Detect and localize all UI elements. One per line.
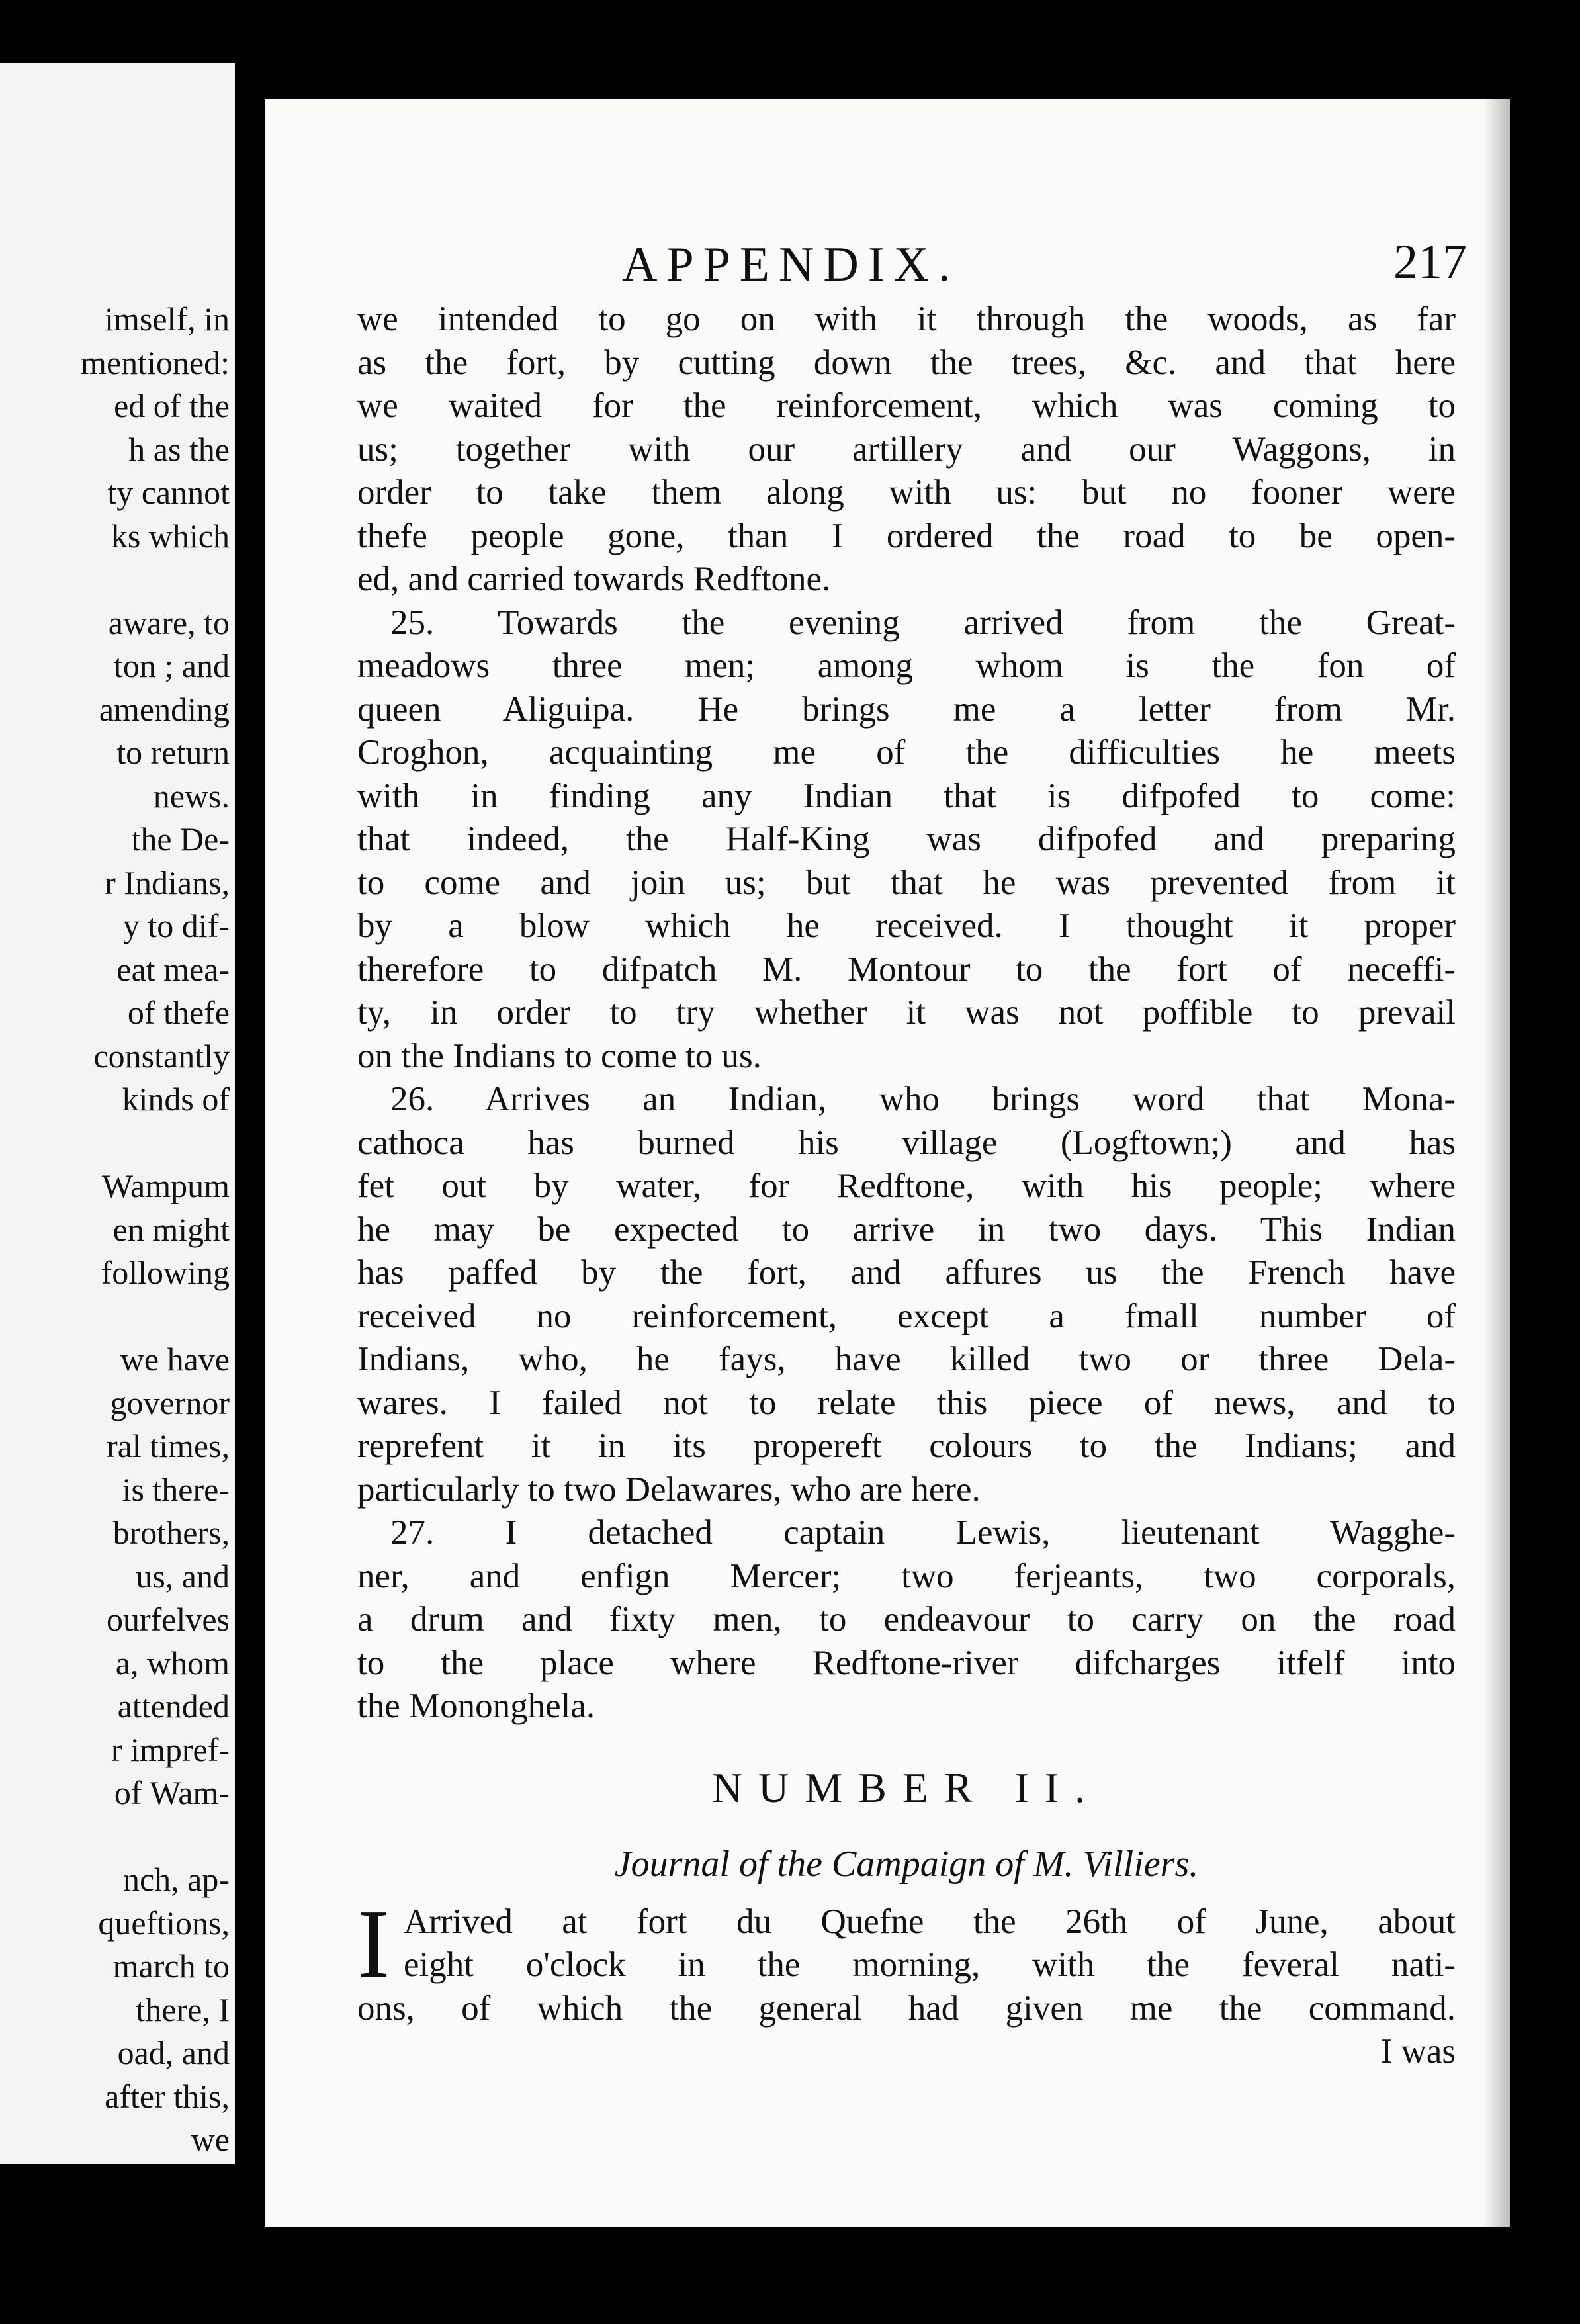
left-page-line: h as the — [128, 430, 230, 468]
text-line: cathoca has burned his village (Logftown;) and has — [357, 1123, 1456, 1162]
text-line: ed, and carried towards Redftone. — [357, 560, 831, 598]
left-page-line: is there- — [122, 1470, 230, 1508]
text-line: with in finding any Indian that is difpofed to come: — [357, 776, 1456, 815]
text-line: ner, and enfign Mercer; two ferjeants, two corporals, — [357, 1556, 1456, 1595]
text-line: eight o'clock in the morning, with the feveral nati- — [404, 1945, 1456, 1984]
text-line: particularly to two Delawares, who are here. — [357, 1470, 981, 1509]
text-line: ons, of which the general had given me the command. — [357, 1989, 1456, 2028]
catchword: I was — [1380, 2032, 1456, 2071]
left-page-line: brothers, — [112, 1514, 230, 1551]
left-page-line: y to dif- — [122, 907, 230, 944]
left-page-line: the De- — [131, 821, 230, 858]
text-line: fet out by water, for Redftone, with his people; where — [357, 1167, 1456, 1205]
entry-27 — [357, 1511, 1456, 1728]
left-page-line: a, whom — [115, 1644, 230, 1681]
left-page-line: of Wam- — [114, 1774, 230, 1811]
entry-26 — [357, 1078, 1456, 1511]
text-line: he may be expected to arrive in two days. This Indian — [357, 1210, 1456, 1249]
left-page-line: us, and — [136, 1557, 230, 1595]
left-page-line — [1, 558, 230, 602]
left-page-line: queftions, — [98, 1904, 230, 1942]
text-line: to come and join us; but that he was prevented from it — [357, 863, 1456, 902]
left-page-line: ourfelves — [106, 1601, 230, 1638]
left-page-line: attended — [117, 1687, 230, 1724]
text-line: Indians, who, he fays, have killed two or three Dela- — [357, 1340, 1456, 1378]
left-page-line: of thefe — [127, 994, 230, 1031]
left-page-line: news. — [153, 777, 230, 815]
text-line: Arrived at fort du Quefne the 26th of June, about — [404, 1902, 1456, 1941]
text-line: we intended to go on with it through the woods, as far — [357, 300, 1456, 338]
left-page-line: amending — [99, 690, 230, 728]
page-header — [265, 232, 1510, 291]
text-line: 26. Arrives an Indian, who brings word that Mona- — [390, 1080, 1456, 1118]
left-page-line: march to — [112, 1947, 230, 1985]
text-line: 25. Towards the evening arrived from the Great- — [390, 603, 1456, 642]
text-line: meadows three men; among whom is the fon of — [357, 647, 1456, 685]
text-line: wares. I failed not to relate this piece of news, and to — [357, 1383, 1456, 1422]
left-page-line — [1, 1815, 230, 1859]
text-line: we waited for the reinforcement, which was coming to — [357, 386, 1456, 425]
left-page-line — [1, 1295, 230, 1339]
left-page-line: imself, in — [105, 300, 230, 337]
left-page-line: after this, — [105, 2077, 230, 2115]
left-page-line: constantly — [93, 1037, 230, 1075]
left-page-line: oad, and — [117, 2034, 230, 2071]
left-page-line: r Indians, — [105, 864, 230, 901]
page-number: 217 — [1393, 235, 1467, 289]
text-line: has paffed by the fort, and affures us the French have — [357, 1253, 1456, 1292]
text-line: 27. I detached captain Lewis, lieutenant Wagghe- — [390, 1513, 1456, 1552]
left-page-line: ks which — [110, 517, 230, 555]
left-page-line: ral times, — [106, 1427, 230, 1464]
right-page — [265, 99, 1510, 2227]
text-line: on the Indians to come to us. — [357, 1036, 762, 1075]
text-line: received no reinforcement, except a fmall number of — [357, 1296, 1456, 1335]
left-page-line: eat mea- — [116, 950, 230, 988]
text-line: that indeed, the Half-King was difpofed and preparing — [357, 820, 1456, 858]
left-page-line: ty cannot — [107, 474, 230, 511]
text-line: to the place where Redftone-river difcharges itfelf into — [357, 1643, 1456, 1682]
left-page-line: ed of the — [114, 387, 230, 424]
text-line: the Mononghela. — [357, 1687, 595, 1725]
left-page-line — [1, 1122, 230, 1165]
page-edge-shadow — [1483, 99, 1510, 2227]
left-page-line: we — [191, 2121, 230, 2158]
left-page-fragment — [0, 63, 235, 2164]
text-line: ty, in order to try whether it was not poffible to prevail — [357, 993, 1456, 1032]
running-head: APPENDIX. — [622, 238, 960, 292]
section-heading: NUMBER II. — [711, 1764, 1102, 1811]
left-page-line: r impref- — [110, 1730, 230, 1768]
left-page-line: mentioned: — [81, 343, 230, 381]
left-page-line: following — [101, 1254, 230, 1291]
text-line: as the fort, by cutting down the trees, &c. and that here — [357, 343, 1456, 382]
drop-cap: I — [357, 1889, 390, 1998]
text-line: thefe people gone, than I ordered the road to be open- — [357, 516, 1456, 555]
entry-25 — [357, 602, 1456, 1079]
left-page-line: ton ; and — [114, 647, 230, 684]
villiers-paragraph — [357, 1889, 1456, 2031]
entry-continuation — [357, 298, 1456, 602]
left-page-line: governor — [110, 1384, 230, 1421]
left-page-line: Wampum — [101, 1167, 230, 1204]
left-page-text — [1, 298, 230, 2162]
journal-title: Journal of the Campaign of M. Villiers. — [614, 1843, 1199, 1885]
text-line: a drum and fixty men, to endeavour to carry on the road — [357, 1600, 1456, 1638]
text-line: order to take them along with us: but no fooner were — [357, 473, 1456, 512]
text-line: us; together with our artillery and our Waggons, in — [357, 429, 1456, 469]
left-page-line: to return — [116, 734, 230, 771]
text-line: reprefent it in its propereft colours to the Indians; and — [357, 1427, 1456, 1465]
left-page-line: en might — [112, 1210, 230, 1248]
text-line: by a blow which he received. I thought it proper — [357, 907, 1456, 945]
text-line: Croghon, acquainting me of the difficulties he meets — [357, 733, 1456, 772]
text-line: therefore to difpatch M. Montour to the fort of neceffi- — [357, 950, 1456, 989]
text-line: queen Aliguipa. He brings me a letter from Mr. — [357, 690, 1456, 729]
body-text — [357, 298, 1456, 2074]
left-page-line: there, I — [136, 1990, 230, 2028]
left-page-line: nch, ap- — [122, 1861, 230, 1898]
left-page-line: kinds of — [122, 1081, 230, 1118]
book-gutter — [235, 0, 265, 2324]
left-page-line: aware, to — [108, 603, 230, 641]
left-page-line: we have — [120, 1341, 230, 1378]
